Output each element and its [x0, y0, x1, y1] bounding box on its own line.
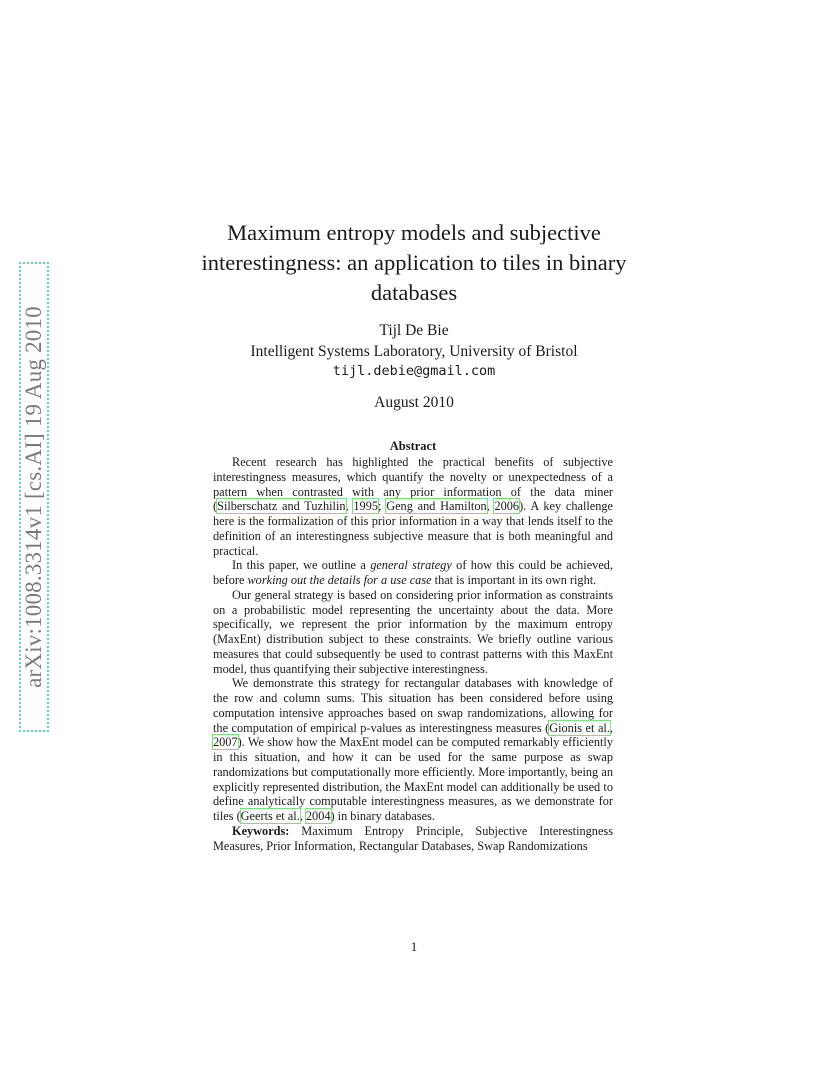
emphasis: working out the details for a use case [247, 573, 432, 587]
author-email[interactable]: tijl.debie@gmail.com [332, 363, 496, 379]
title-line-1: Maximum entropy models and subjective [227, 220, 601, 245]
title-line-2: interestingness: an application to tiles in binary [201, 250, 627, 275]
citation-link[interactable]: Geerts et al. [240, 809, 300, 823]
abstract-paragraph-4: We demonstrate this strategy for rectangular databases with knowledge of the row and column sums. This situation has been considered before using computation intensive approaches based on swap randomizations, allowing for the computation of empirical p-values as interestingness measures (Gionis et al., 2007). We show how the MaxEnt model can be computed remarkably efficiently in this situation, and how it can be used for the same purpose as swap randomizations but computationally more efficiently. More importantly, being an explicitly represented distribution, the MaxEnt model can additionally be used to define analytically computable interestingness measures, as we demonstrate for tiles (Geerts et al., 2004) in binary databases. [213, 676, 613, 823]
citation-year-link[interactable]: 2006 [494, 499, 520, 514]
author-affiliation: Intelligent Systems Laboratory, University of Bristol [250, 343, 578, 360]
arxiv-identifier: arXiv:1008.3314v1 [cs.AI] 19 Aug 2010 [21, 306, 46, 688]
keywords [213, 824, 613, 854]
keywords-list: Maximum Entropy Principle, Subjective Interestingness Measures, Prior Information, Rectangular Databases, Swap Randomizations [213, 823, 613, 853]
citation-year-link[interactable]: 2004 [305, 809, 331, 823]
paper-date: August 2010 [374, 394, 454, 411]
citation-link[interactable]: Geng and Hamilton [386, 499, 487, 514]
citation-link[interactable]: Gionis et al. [549, 720, 610, 735]
page-number: 1 [410, 939, 418, 954]
keywords-label: Keywords: [232, 823, 290, 838]
title-line-3: databases [370, 280, 458, 305]
author-name: Tijl De Bie [379, 322, 449, 339]
abstract-body [213, 455, 613, 853]
emphasis: general strategy [370, 558, 452, 573]
arxiv-stamp [19, 262, 49, 732]
citation-link[interactable]: Silberschatz and Tuzhilin [217, 499, 346, 514]
abstract-paragraph-3: Our general strategy is based on considering prior information as constraints on a probabilistic model representing the uncertainty about the data. More specifically, we represent the prior information by the maximum entropy (MaxEnt) distribution subject to these constraints. We briefly outline various measures that could subsequently be used to contrast patterns with this MaxEnt model, thus quantifying their subjective interestingness. [213, 587, 613, 676]
abstract-heading: Abstract [389, 439, 437, 453]
citation-year-link[interactable]: 2007 [213, 735, 238, 750]
citation-year-link[interactable]: 1995 [353, 499, 378, 514]
abstract-paragraph-2: In this paper, we outline a general strategy of how this could be achieved, before working out the details for a use case that is important in its own right. [213, 558, 614, 587]
abstract-paragraph-1: Recent research has highlighted the practical benefits of subjective interestingness measures, which quantify the novelty or unexpectedness of a pattern when contrasted with any prior information of the data miner (Silberschatz and Tuzhilin, 1995; Geng and Hamilton, 2006). A key challenge here is the formalization of this prior information in a way that lends itself to the definition of an interestingness subjective measure that is both meaningful and practical. [213, 455, 613, 558]
paper-title [170, 218, 658, 308]
